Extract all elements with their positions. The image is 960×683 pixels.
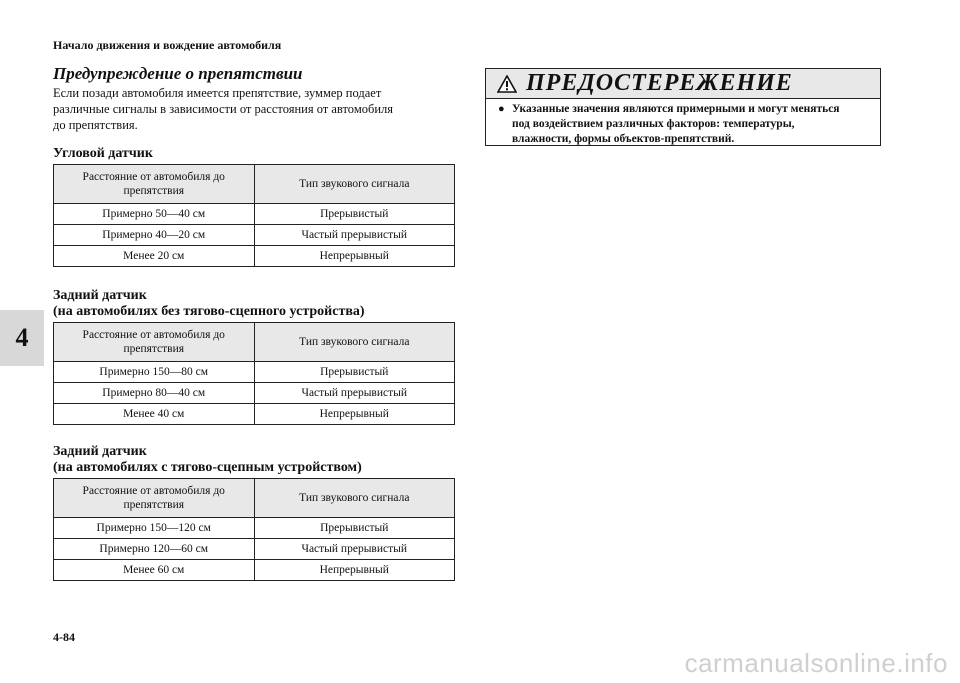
distance-cell: Примерно 150—80 см [54, 362, 255, 383]
warning-text-line: под воздействием различных факторов: температуры, [512, 118, 795, 130]
sub-title-line: (на автомобилях с тягово-сцепным устройством) [53, 460, 362, 475]
distance-cell: Менее 60 см [54, 560, 255, 581]
table-row [54, 518, 455, 539]
signal-type-header: Тип звукового сигнала [254, 479, 455, 518]
signal-cell: Частый прерывистый [254, 539, 455, 560]
table-header-row [54, 165, 455, 204]
signal-cell: Непрерывный [254, 246, 455, 267]
table-row [54, 246, 455, 267]
table-row [54, 204, 455, 225]
watermark: carmanualsonline.info [684, 648, 948, 678]
table-header-row [54, 479, 455, 518]
distance-header: Расстояние от автомобиля до препятствия [54, 479, 255, 518]
rear-sensor-no-towbar-title [53, 288, 365, 320]
chapter-tab [0, 310, 44, 366]
sub-title-line: Задний датчик [53, 444, 147, 459]
chapter-number: 4 [15, 323, 29, 352]
warning-body [486, 99, 880, 147]
warning-title: ПРЕДОСТЕРЕЖЕНИЕ [526, 70, 793, 96]
sub-title-line: Угловой датчик [53, 146, 153, 161]
warning-text-line: влажности, формы объектов-препятствий. [512, 133, 735, 145]
sub-title-line: Задний датчик [53, 288, 147, 303]
warning-header [486, 69, 880, 99]
signal-cell: Непрерывный [254, 404, 455, 425]
table-row [54, 225, 455, 246]
signal-type-header: Тип звукового сигнала [254, 165, 455, 204]
rear-sensor-towbar-table [53, 478, 455, 581]
signal-cell: Непрерывный [254, 560, 455, 581]
signal-cell: Частый прерывистый [254, 225, 455, 246]
distance-header: Расстояние от автомобиля до препятствия [54, 165, 255, 204]
rear-sensor-towbar-title [53, 444, 362, 476]
section-title: Предупреждение о препятствии [53, 64, 303, 83]
distance-header: Расстояние от автомобиля до препятствия [54, 323, 255, 362]
distance-cell: Примерно 150—120 см [54, 518, 255, 539]
corner-sensor-table [53, 164, 455, 267]
signal-cell: Прерывистый [254, 362, 455, 383]
rear-sensor-no-towbar-table [53, 322, 455, 425]
intro-line: различные сигналы в зависимости от расстояния от автомобиля [53, 102, 394, 116]
table-header-row [54, 323, 455, 362]
sub-title-line: (на автомобилях без тягово-сцепного устройства) [53, 304, 365, 319]
signal-cell: Частый прерывистый [254, 383, 455, 404]
distance-cell: Менее 20 см [54, 246, 255, 267]
intro-line: до препятствия. [53, 118, 138, 132]
table-row [54, 383, 455, 404]
warning-text [512, 102, 840, 147]
signal-cell: Прерывистый [254, 204, 455, 225]
intro-paragraph [53, 85, 453, 133]
warning-text-line: Указанные значения являются примерными и могут меняться [512, 103, 840, 115]
distance-cell: Примерно 40—20 см [54, 225, 255, 246]
corner-sensor-title [53, 146, 153, 162]
signal-type-header: Тип звукового сигнала [254, 323, 455, 362]
distance-cell: Менее 40 см [54, 404, 255, 425]
warning-box [485, 68, 881, 146]
running-title: Начало движения и вождение автомобиля [53, 38, 282, 52]
signal-cell: Прерывистый [254, 518, 455, 539]
distance-cell: Примерно 80—40 см [54, 383, 255, 404]
table-row [54, 362, 455, 383]
warning-triangle-icon [492, 75, 522, 93]
intro-line: Если позади автомобиля имеется препятствие, зуммер подает [53, 86, 382, 100]
table-row [54, 560, 455, 581]
table-row [54, 539, 455, 560]
distance-cell: Примерно 120—60 см [54, 539, 255, 560]
distance-cell: Примерно 50—40 см [54, 204, 255, 225]
table-row [54, 404, 455, 425]
page-number: 4-84 [53, 630, 75, 644]
bullet-icon: ● [498, 103, 505, 115]
